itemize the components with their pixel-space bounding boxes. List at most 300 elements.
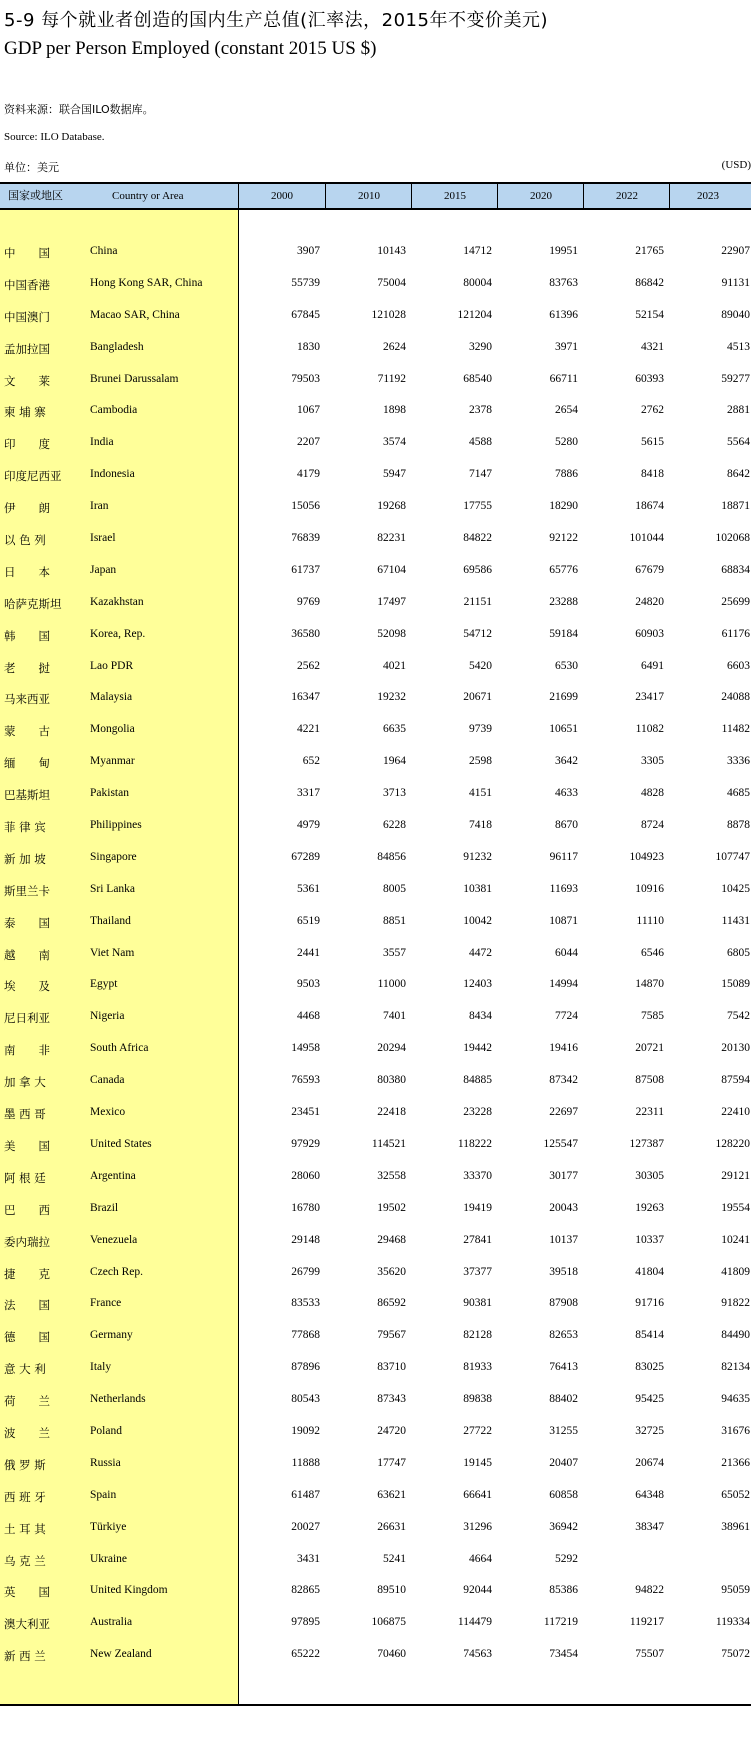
value-cell-2015: 7418 bbox=[469, 819, 492, 832]
value-cell-2010: 2624 bbox=[383, 340, 406, 353]
table-row bbox=[0, 719, 751, 751]
value-cell-2000: 14958 bbox=[291, 1042, 320, 1055]
value-cell-2020: 117219 bbox=[543, 1616, 578, 1629]
value-cell-2000: 2441 bbox=[297, 946, 320, 959]
table-row bbox=[0, 528, 751, 560]
country-name-en: United Kingdom bbox=[90, 1584, 168, 1597]
value-cell-2023: 4685 bbox=[727, 787, 750, 800]
value-cell-2015: 5420 bbox=[469, 659, 492, 672]
table-row bbox=[0, 1230, 751, 1262]
table-row bbox=[0, 241, 751, 273]
value-cell-2015: 74563 bbox=[463, 1648, 492, 1661]
value-cell-2020: 10871 bbox=[549, 914, 578, 927]
value-cell-2023: 102068 bbox=[715, 532, 750, 545]
value-cell-2023: 68834 bbox=[721, 563, 750, 576]
country-name-en: China bbox=[90, 245, 118, 257]
value-cell-2022: 11082 bbox=[635, 723, 664, 736]
value-cell-2000: 3317 bbox=[297, 787, 320, 800]
value-cell-2010: 11000 bbox=[377, 978, 406, 991]
country-name-en: Türkiye bbox=[90, 1520, 127, 1533]
country-name-en: Korea, Rep. bbox=[90, 627, 146, 640]
value-cell-2022: 87508 bbox=[635, 1074, 664, 1087]
table-row bbox=[0, 815, 751, 847]
country-name-en: Japan bbox=[90, 563, 117, 576]
value-cell-2020: 11693 bbox=[549, 882, 578, 895]
value-cell-2015: 92044 bbox=[463, 1584, 492, 1597]
country-name-en: Russia bbox=[90, 1456, 121, 1469]
value-cell-2010: 8851 bbox=[383, 914, 406, 927]
table-row bbox=[0, 911, 751, 943]
value-cell-2023: 15089 bbox=[721, 978, 750, 991]
country-name-en: Mongolia bbox=[90, 723, 135, 736]
value-cell-2023: 25699 bbox=[721, 595, 750, 608]
country-name-cn: 澳大利亚 bbox=[4, 1617, 50, 1632]
value-cell-2010: 29468 bbox=[377, 1233, 406, 1246]
value-cell-2000: 4979 bbox=[297, 819, 320, 832]
value-cell-2022: 5615 bbox=[641, 436, 664, 449]
country-name-cn: 法 国 bbox=[4, 1298, 50, 1313]
country-name-cn: 荷 兰 bbox=[4, 1394, 50, 1409]
value-cell-2020: 83763 bbox=[549, 276, 578, 289]
country-name-en: South Africa bbox=[90, 1042, 149, 1055]
table-row bbox=[0, 783, 751, 815]
country-name-en: Brunei Darussalam bbox=[90, 372, 179, 385]
country-name-en: Singapore bbox=[90, 850, 137, 863]
country-name-cn: 意 大 利 bbox=[4, 1362, 46, 1377]
value-cell-2020: 19416 bbox=[549, 1042, 578, 1055]
value-cell-2023: 22410 bbox=[721, 1106, 750, 1119]
value-cell-2010: 67104 bbox=[377, 563, 406, 576]
value-cell-2022: 60903 bbox=[635, 627, 664, 640]
value-cell-2015: 69586 bbox=[463, 563, 492, 576]
country-name-cn: 西 班 牙 bbox=[4, 1489, 46, 1504]
country-name-cn: 缅 甸 bbox=[4, 756, 50, 771]
value-cell-2022: 52154 bbox=[635, 308, 664, 321]
table-row bbox=[0, 432, 751, 464]
table-row bbox=[0, 1134, 751, 1166]
value-cell-2023: 107747 bbox=[715, 850, 750, 863]
value-cell-2010: 6635 bbox=[383, 723, 406, 736]
value-cell-2000: 23451 bbox=[291, 1106, 320, 1119]
value-cell-2020: 39518 bbox=[549, 1265, 578, 1278]
value-cell-2023: 95059 bbox=[721, 1584, 750, 1597]
value-cell-2020: 3642 bbox=[555, 755, 578, 768]
table-row bbox=[0, 592, 751, 624]
country-name-en: New Zealand bbox=[90, 1648, 152, 1661]
country-name-en: Thailand bbox=[90, 914, 131, 927]
table-title-english: GDP per Person Employed (constant 2015 US $) bbox=[4, 38, 377, 59]
value-cell-2000: 1830 bbox=[297, 340, 320, 353]
value-cell-2010: 52098 bbox=[377, 627, 406, 640]
table-row bbox=[0, 1038, 751, 1070]
value-cell-2000: 67289 bbox=[291, 850, 320, 863]
country-name-cn: 日 本 bbox=[4, 564, 50, 579]
value-cell-2000: 80543 bbox=[291, 1393, 320, 1406]
value-cell-2010: 24720 bbox=[377, 1424, 406, 1437]
value-cell-2015: 89838 bbox=[463, 1393, 492, 1406]
value-cell-2023: 20130 bbox=[721, 1042, 750, 1055]
value-cell-2010: 75004 bbox=[377, 276, 406, 289]
value-cell-2022: 3305 bbox=[641, 755, 664, 768]
value-cell-2023: 59277 bbox=[721, 372, 750, 385]
value-cell-2000: 4468 bbox=[297, 1010, 320, 1023]
table-row bbox=[0, 273, 751, 305]
value-cell-2022: 24820 bbox=[635, 595, 664, 608]
country-name-en: Sri Lanka bbox=[90, 882, 136, 895]
table-row bbox=[0, 1102, 751, 1134]
table-row bbox=[0, 1644, 751, 1676]
country-name-cn: 埃 及 bbox=[4, 979, 50, 994]
value-cell-2015: 68540 bbox=[463, 372, 492, 385]
value-cell-2020: 21699 bbox=[549, 691, 578, 704]
value-cell-2015: 37377 bbox=[463, 1265, 492, 1278]
country-name-cn: 菲 律 宾 bbox=[4, 820, 46, 835]
value-cell-2010: 80380 bbox=[377, 1074, 406, 1087]
country-name-en: Nigeria bbox=[90, 1010, 125, 1023]
country-name-cn: 乌 克 兰 bbox=[4, 1553, 46, 1568]
value-cell-2022: 75507 bbox=[635, 1648, 664, 1661]
table-row bbox=[0, 1325, 751, 1357]
value-cell-2015: 3290 bbox=[469, 340, 492, 353]
value-cell-2022: 119217 bbox=[629, 1616, 664, 1629]
value-cell-2015: 20671 bbox=[463, 691, 492, 704]
value-cell-2020: 30177 bbox=[549, 1169, 578, 1182]
value-cell-2020: 65776 bbox=[549, 563, 578, 576]
country-name-cn: 墨 西 哥 bbox=[4, 1107, 46, 1122]
value-cell-2020: 7724 bbox=[555, 1010, 578, 1023]
value-cell-2010: 6228 bbox=[383, 819, 406, 832]
table-row bbox=[0, 1198, 751, 1230]
value-cell-2015: 9739 bbox=[469, 723, 492, 736]
country-name-en: Pakistan bbox=[90, 787, 129, 800]
value-cell-2015: 4588 bbox=[469, 436, 492, 449]
country-name-cn: 印 度 bbox=[4, 437, 50, 452]
value-cell-2000: 20027 bbox=[291, 1520, 320, 1533]
table-row bbox=[0, 1517, 751, 1549]
country-name-en: Italy bbox=[90, 1361, 112, 1374]
table-row bbox=[0, 464, 751, 496]
header-year-2023: 2023 bbox=[697, 190, 719, 202]
value-cell-2010: 79567 bbox=[377, 1329, 406, 1342]
country-name-cn: 南 非 bbox=[4, 1043, 50, 1058]
country-name-cn: 马来西亚 bbox=[4, 692, 50, 707]
value-cell-2000: 4179 bbox=[297, 468, 320, 481]
value-cell-2023: 24088 bbox=[721, 691, 750, 704]
value-cell-2023: 41809 bbox=[721, 1265, 750, 1278]
value-cell-2000: 3907 bbox=[297, 245, 320, 257]
country-name-cn: 德 国 bbox=[4, 1330, 50, 1345]
value-cell-2022: 64348 bbox=[635, 1488, 664, 1501]
value-cell-2010: 3557 bbox=[383, 946, 406, 959]
value-cell-2015: 14712 bbox=[463, 245, 492, 257]
value-cell-2000: 19092 bbox=[291, 1424, 320, 1437]
value-cell-2022: 60393 bbox=[635, 372, 664, 385]
country-name-en: Spain bbox=[90, 1488, 117, 1501]
value-cell-2020: 10651 bbox=[549, 723, 578, 736]
value-cell-2000: 29148 bbox=[291, 1233, 320, 1246]
value-cell-2010: 86592 bbox=[377, 1297, 406, 1310]
country-name-en: Philippines bbox=[90, 819, 142, 832]
value-cell-2010: 87343 bbox=[377, 1393, 406, 1406]
country-name-en: India bbox=[90, 436, 114, 449]
value-cell-2010: 20294 bbox=[377, 1042, 406, 1055]
value-cell-2000: 76839 bbox=[291, 532, 320, 545]
table-row bbox=[0, 656, 751, 688]
table-row bbox=[0, 943, 751, 975]
value-cell-2015: 27722 bbox=[463, 1424, 492, 1437]
country-name-en: Venezuela bbox=[90, 1233, 138, 1246]
value-cell-2000: 1067 bbox=[297, 404, 320, 417]
value-cell-2000: 83533 bbox=[291, 1297, 320, 1310]
value-cell-2015: 84822 bbox=[463, 532, 492, 545]
value-cell-2022: 8418 bbox=[641, 468, 664, 481]
value-cell-2022: 32725 bbox=[635, 1424, 664, 1437]
value-cell-2020: 7886 bbox=[555, 468, 578, 481]
value-cell-2000: 9503 bbox=[297, 978, 320, 991]
value-cell-2020: 59184 bbox=[549, 627, 578, 640]
value-cell-2020: 5292 bbox=[555, 1552, 578, 1565]
value-cell-2022: 10337 bbox=[635, 1233, 664, 1246]
value-cell-2000: 16780 bbox=[291, 1201, 320, 1214]
value-cell-2015: 10381 bbox=[463, 882, 492, 895]
value-cell-2023: 84490 bbox=[721, 1329, 750, 1342]
country-name-cn: 韩 国 bbox=[4, 628, 50, 643]
value-cell-2015: 2598 bbox=[469, 755, 492, 768]
value-cell-2022: 4828 bbox=[641, 787, 664, 800]
value-cell-2020: 4633 bbox=[555, 787, 578, 800]
value-cell-2020: 23288 bbox=[549, 595, 578, 608]
value-cell-2010: 32558 bbox=[377, 1169, 406, 1182]
value-cell-2022: 104923 bbox=[629, 850, 664, 863]
country-name-cn: 俄 罗 斯 bbox=[4, 1457, 46, 1472]
country-name-cn: 英 国 bbox=[4, 1585, 50, 1600]
table-title-chinese: 5-9 每个就业者创造的国内生产总值(汇率法，2015年不变价美元) bbox=[4, 10, 548, 31]
value-cell-2020: 82653 bbox=[549, 1329, 578, 1342]
value-cell-2010: 35620 bbox=[377, 1265, 406, 1278]
value-cell-2022: 8724 bbox=[641, 819, 664, 832]
value-cell-2015: 31296 bbox=[463, 1520, 492, 1533]
country-name-en: Hong Kong SAR, China bbox=[90, 276, 203, 289]
value-cell-2023: 82134 bbox=[721, 1361, 750, 1374]
value-cell-2015: 33370 bbox=[463, 1169, 492, 1182]
country-name-cn: 越 南 bbox=[4, 947, 50, 962]
value-cell-2015: 80004 bbox=[463, 276, 492, 289]
table-row bbox=[0, 1580, 751, 1612]
value-cell-2023: 18871 bbox=[721, 500, 750, 513]
country-name-en: Netherlands bbox=[90, 1393, 146, 1406]
value-cell-2022: 4321 bbox=[641, 340, 664, 353]
table-row bbox=[0, 1357, 751, 1389]
value-cell-2000: 55739 bbox=[291, 276, 320, 289]
header-year-2020: 2020 bbox=[530, 190, 552, 202]
value-cell-2000: 26799 bbox=[291, 1265, 320, 1278]
value-cell-2022: 6546 bbox=[641, 946, 664, 959]
value-cell-2022: 22311 bbox=[635, 1106, 664, 1119]
value-cell-2023: 3336 bbox=[727, 755, 750, 768]
value-cell-2023: 6805 bbox=[727, 946, 750, 959]
value-cell-2023: 21366 bbox=[721, 1456, 750, 1469]
value-cell-2022: 20674 bbox=[635, 1456, 664, 1469]
value-cell-2000: 97929 bbox=[291, 1137, 320, 1150]
value-cell-2020: 19951 bbox=[549, 245, 578, 257]
value-cell-2023: 91131 bbox=[721, 276, 750, 289]
value-cell-2020: 60858 bbox=[549, 1488, 578, 1501]
header-year-2000: 2000 bbox=[271, 190, 293, 202]
value-cell-2022: 30305 bbox=[635, 1169, 664, 1182]
value-cell-2022: 19263 bbox=[635, 1201, 664, 1214]
value-cell-2015: 8434 bbox=[469, 1010, 492, 1023]
value-cell-2010: 7401 bbox=[383, 1010, 406, 1023]
value-cell-2020: 36942 bbox=[549, 1520, 578, 1533]
table-row bbox=[0, 751, 751, 783]
country-name-cn: 巴 西 bbox=[4, 1202, 50, 1217]
table-row bbox=[0, 305, 751, 337]
value-cell-2023: 10425 bbox=[721, 882, 750, 895]
table-row bbox=[0, 1389, 751, 1421]
value-cell-2023: 2881 bbox=[727, 404, 750, 417]
table-row bbox=[0, 624, 751, 656]
country-name-cn: 委内瑞拉 bbox=[4, 1234, 50, 1249]
value-cell-2020: 73454 bbox=[549, 1648, 578, 1661]
value-cell-2022: 10916 bbox=[635, 882, 664, 895]
value-cell-2015: 10042 bbox=[463, 914, 492, 927]
value-cell-2010: 84856 bbox=[377, 850, 406, 863]
value-cell-2023: 89040 bbox=[721, 308, 750, 321]
value-cell-2022: 91716 bbox=[635, 1297, 664, 1310]
value-cell-2010: 19232 bbox=[377, 691, 406, 704]
country-name-en: France bbox=[90, 1297, 122, 1310]
country-name-cn: 泰 国 bbox=[4, 915, 50, 930]
value-cell-2020: 22697 bbox=[549, 1106, 578, 1119]
value-cell-2023: 4513 bbox=[727, 340, 750, 353]
value-cell-2022: 127387 bbox=[629, 1137, 664, 1150]
value-cell-2015: 121204 bbox=[457, 308, 492, 321]
unit-label-english: (USD) bbox=[721, 159, 751, 171]
value-cell-2020: 6044 bbox=[555, 946, 578, 959]
value-cell-2022: 41804 bbox=[635, 1265, 664, 1278]
value-cell-2010: 63621 bbox=[377, 1488, 406, 1501]
country-name-cn: 加 拿 大 bbox=[4, 1075, 46, 1090]
value-cell-2010: 5241 bbox=[383, 1552, 406, 1565]
value-cell-2015: 4472 bbox=[469, 946, 492, 959]
value-cell-2000: 67845 bbox=[291, 308, 320, 321]
value-cell-2022: 95425 bbox=[635, 1393, 664, 1406]
value-cell-2015: 23228 bbox=[463, 1106, 492, 1119]
country-name-cn: 老 挝 bbox=[4, 660, 50, 675]
value-cell-2010: 19268 bbox=[377, 500, 406, 513]
value-cell-2015: 114479 bbox=[457, 1616, 492, 1629]
country-name-cn: 阿 根 廷 bbox=[4, 1170, 46, 1185]
value-cell-2010: 71192 bbox=[377, 372, 406, 385]
value-cell-2010: 114521 bbox=[371, 1137, 406, 1150]
table-bottom-rule bbox=[0, 1704, 751, 1706]
value-cell-2020: 76413 bbox=[549, 1361, 578, 1374]
value-cell-2015: 19145 bbox=[463, 1456, 492, 1469]
country-name-cn: 巴基斯坦 bbox=[4, 788, 50, 803]
country-name-cn: 斯里兰卡 bbox=[4, 883, 50, 898]
value-cell-2000: 3431 bbox=[297, 1552, 320, 1565]
value-cell-2015: 4151 bbox=[469, 787, 492, 800]
table-row bbox=[0, 1485, 751, 1517]
value-cell-2015: 19442 bbox=[463, 1042, 492, 1055]
value-cell-2010: 83710 bbox=[377, 1361, 406, 1374]
country-name-cn: 哈萨克斯坦 bbox=[4, 596, 62, 611]
value-cell-2023: 128220 bbox=[715, 1137, 750, 1150]
value-cell-2010: 3574 bbox=[383, 436, 406, 449]
value-cell-2023: 8878 bbox=[727, 819, 750, 832]
country-name-en: Iran bbox=[90, 500, 109, 513]
country-name-en: United States bbox=[90, 1137, 152, 1150]
value-cell-2000: 2562 bbox=[297, 659, 320, 672]
value-cell-2022: 67679 bbox=[635, 563, 664, 576]
value-cell-2000: 87896 bbox=[291, 1361, 320, 1374]
value-cell-2000: 77868 bbox=[291, 1329, 320, 1342]
value-cell-2023: 61176 bbox=[721, 627, 750, 640]
country-name-en: Egypt bbox=[90, 978, 118, 991]
country-name-cn: 波 兰 bbox=[4, 1425, 50, 1440]
value-cell-2010: 1898 bbox=[383, 404, 406, 417]
value-cell-2020: 125547 bbox=[543, 1137, 578, 1150]
value-cell-2022: 94822 bbox=[635, 1584, 664, 1597]
country-name-cn: 中国澳门 bbox=[4, 309, 50, 324]
country-name-en: Israel bbox=[90, 532, 116, 545]
country-name-cn: 印度尼西亚 bbox=[4, 469, 62, 484]
table-row bbox=[0, 1421, 751, 1453]
country-name-en: Czech Rep. bbox=[90, 1265, 144, 1278]
value-cell-2000: 16347 bbox=[291, 691, 320, 704]
table-row bbox=[0, 1549, 751, 1581]
header-year-2010: 2010 bbox=[358, 190, 380, 202]
source-note-english: Source: ILO Database. bbox=[4, 131, 105, 143]
value-cell-2000: 28060 bbox=[291, 1169, 320, 1182]
header-country-en: Country or Area bbox=[112, 190, 184, 202]
value-cell-2023: 65052 bbox=[721, 1488, 750, 1501]
value-cell-2015: 21151 bbox=[463, 595, 492, 608]
value-cell-2000: 5361 bbox=[297, 882, 320, 895]
value-cell-2000: 61487 bbox=[291, 1488, 320, 1501]
value-cell-2000: 36580 bbox=[291, 627, 320, 640]
value-cell-2010: 22418 bbox=[377, 1106, 406, 1119]
country-name-en: Brazil bbox=[90, 1201, 119, 1214]
value-cell-2023: 31676 bbox=[721, 1424, 750, 1437]
value-cell-2022: 38347 bbox=[635, 1520, 664, 1533]
value-cell-2022: 101044 bbox=[629, 532, 664, 545]
country-name-en: Myanmar bbox=[90, 755, 135, 768]
table-row bbox=[0, 847, 751, 879]
value-cell-2010: 5947 bbox=[383, 468, 406, 481]
value-cell-2022: 2762 bbox=[641, 404, 664, 417]
value-cell-2015: 17755 bbox=[463, 500, 492, 513]
value-cell-2023: 22907 bbox=[721, 245, 750, 257]
country-name-en: Mexico bbox=[90, 1106, 126, 1119]
table-row bbox=[0, 1293, 751, 1325]
header-year-2022: 2022 bbox=[616, 190, 638, 202]
country-name-en: Poland bbox=[90, 1424, 122, 1437]
value-cell-2022: 86842 bbox=[635, 276, 664, 289]
value-cell-2010: 89510 bbox=[377, 1584, 406, 1597]
country-name-cn: 柬 埔 寨 bbox=[4, 405, 46, 420]
value-cell-2023: 91822 bbox=[721, 1297, 750, 1310]
value-cell-2023: 119334 bbox=[715, 1616, 750, 1629]
value-cell-2015: 19419 bbox=[463, 1201, 492, 1214]
table-row bbox=[0, 337, 751, 369]
value-cell-2020: 6530 bbox=[555, 659, 578, 672]
value-cell-2022: 7585 bbox=[641, 1010, 664, 1023]
country-name-cn: 文 莱 bbox=[4, 373, 50, 388]
table-row bbox=[0, 400, 751, 432]
table-row bbox=[0, 560, 751, 592]
value-cell-2000: 82865 bbox=[291, 1584, 320, 1597]
